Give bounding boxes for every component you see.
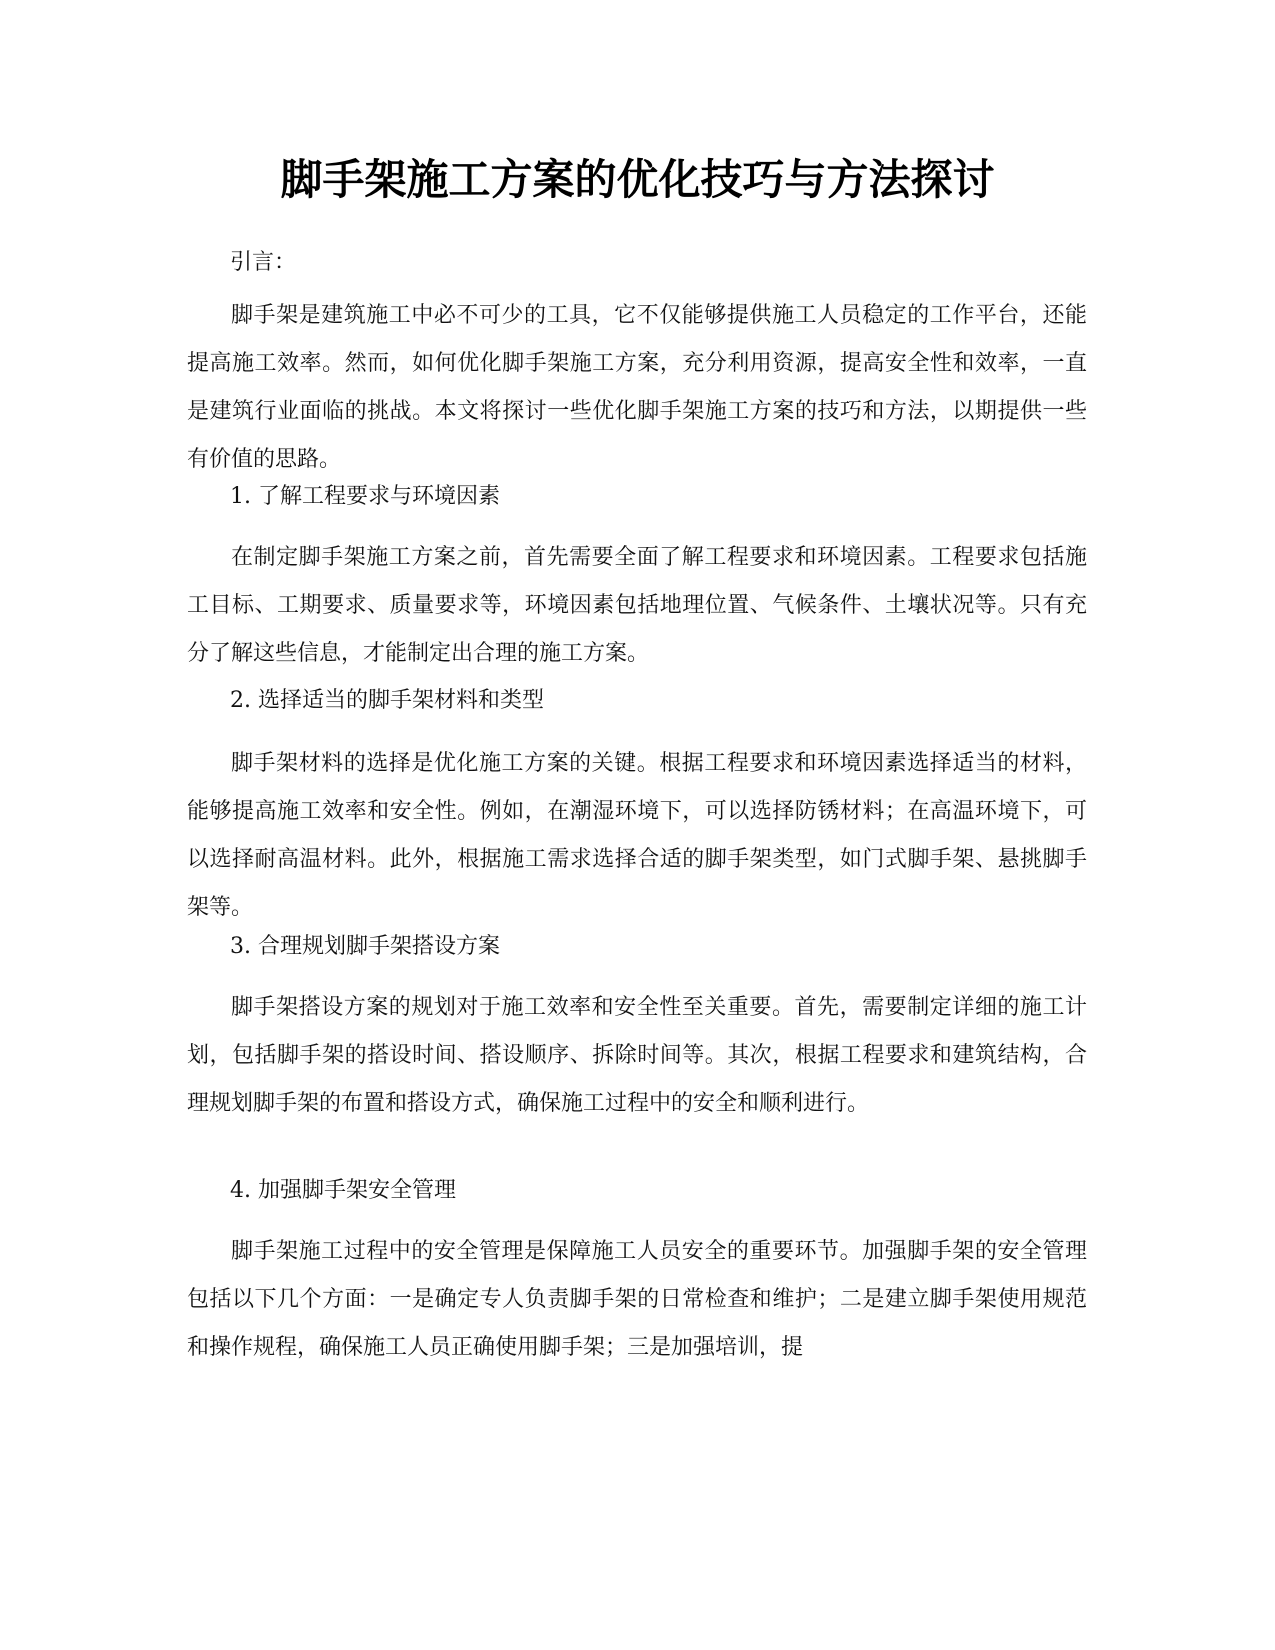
- section-body-1: 在制定脚手架施工方案之前，首先需要全面了解工程要求和环境因素。工程要求包括施工目标、工期要求、质量要求等，环境因素包括地理位置、气候条件、土壤状况等。只有充分了解这些信息，才能制定出合理的施工方案。: [187, 545, 1087, 666]
- section-heading-2: 2. 选择适当的脚手架材料和类型: [230, 688, 544, 713]
- section-heading-4: 4. 加强脚手架安全管理: [230, 1178, 456, 1203]
- section-body-2: 脚手架材料的选择是优化施工方案的关键。根据工程要求和环境因素选择适当的材料，能够提高施工效率和安全性。例如，在潮湿环境下，可以选择防锈材料；在高温环境下，可以选择耐高温材料。此外，根据施工需求选择合适的脚手架类型，如门式脚手架、悬挑脚手架等。: [187, 751, 1087, 920]
- section-body-3: 脚手架搭设方案的规划对于施工效率和安全性至关重要。首先，需要制定详细的施工计划，包括脚手架的搭设时间、搭设顺序、拆除时间等。其次，根据工程要求和建筑结构，合理规划脚手架的布置和搭设方式，确保施工过程中的安全和顺利进行。: [187, 995, 1087, 1116]
- intro-label: 引言：: [230, 250, 297, 275]
- document-title: 脚手架施工方案的优化技巧与方法探讨: [280, 155, 995, 204]
- section-body-4: 脚手架施工过程中的安全管理是保障施工人员安全的重要环节。加强脚手架的安全管理包括以下几个方面：一是确定专人负责脚手架的日常检查和维护；二是建立脚手架使用规范和操作规程，确保施工人员正确使用脚手架；三是加强培训，提: [187, 1239, 1087, 1360]
- intro-paragraph: 脚手架是建筑施工中必不可少的工具，它不仅能够提供施工人员稳定的工作平台，还能提高施工效率。然而，如何优化脚手架施工方案，充分利用资源，提高安全性和效率，一直是建筑行业面临的挑战。本文将探讨一些优化脚手架施工方案的技巧和方法，以期提供一些有价值的思路。: [187, 303, 1087, 472]
- section-heading-1: 1. 了解工程要求与环境因素: [230, 484, 500, 509]
- section-heading-3: 3. 合理规划脚手架搭设方案: [230, 934, 500, 959]
